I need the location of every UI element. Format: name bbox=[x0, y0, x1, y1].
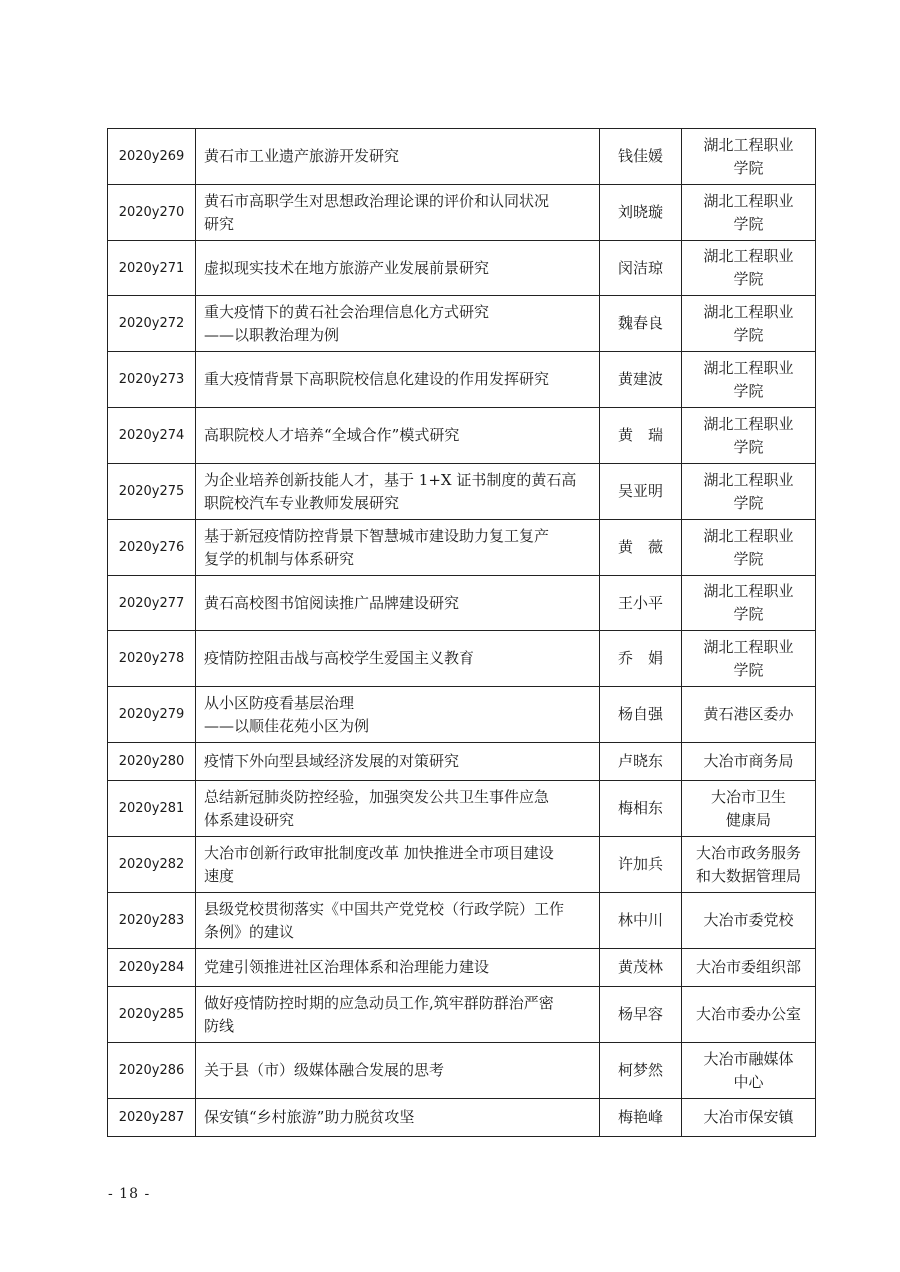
project-title-line: 黄石高校图书馆阅读推广品牌建设研究 bbox=[204, 593, 460, 612]
unit-line: 学院 bbox=[733, 325, 764, 344]
unit-cell bbox=[682, 987, 816, 1043]
table-row bbox=[108, 464, 816, 520]
table-row bbox=[108, 631, 816, 687]
table-row bbox=[108, 520, 816, 576]
unit-cell bbox=[682, 837, 816, 893]
project-title-line: 体系建设研究 bbox=[204, 810, 295, 829]
project-title-line: 研究 bbox=[204, 214, 235, 233]
project-title-cell bbox=[196, 631, 600, 687]
author-cell: 林中川 bbox=[600, 893, 682, 949]
unit-line: 湖北工程职业 bbox=[703, 526, 794, 545]
project-title-line: 条例》的建议 bbox=[204, 922, 295, 941]
project-title-line: 关于县（市）级媒体融合发展的思考 bbox=[204, 1061, 445, 1079]
unit-line: 学院 bbox=[733, 270, 764, 288]
project-code-cell: 2020y273 bbox=[108, 352, 196, 408]
project-title-cell bbox=[196, 464, 600, 520]
table-body bbox=[108, 129, 816, 1137]
author-cell: 王小平 bbox=[600, 576, 682, 631]
author-cell: 乔 娟 bbox=[600, 631, 682, 687]
author-cell: 许加兵 bbox=[600, 837, 682, 893]
unit-line: 健康局 bbox=[725, 810, 771, 829]
author-cell: 吴亚明 bbox=[600, 464, 682, 520]
table-row bbox=[108, 781, 816, 837]
unit-line: 学院 bbox=[733, 493, 764, 512]
unit-cell bbox=[682, 687, 816, 743]
table-row bbox=[108, 743, 816, 781]
project-title-cell bbox=[196, 408, 600, 464]
unit-cell bbox=[682, 576, 816, 631]
project-title-line: 为企业培养创新技能人才，基于 1+X 证书制度的黄石高 bbox=[204, 470, 577, 489]
project-code-cell: 2020y283 bbox=[108, 893, 196, 949]
project-title-line: ——以职教治理为例 bbox=[204, 325, 340, 344]
unit-line: 学院 bbox=[733, 158, 764, 177]
project-title-cell bbox=[196, 781, 600, 837]
table-row bbox=[108, 987, 816, 1043]
project-title-line: 黄石市工业遗产旅游开发研究 bbox=[204, 147, 400, 165]
author-cell: 黄 瑞 bbox=[600, 408, 682, 464]
project-title-cell bbox=[196, 1043, 600, 1099]
unit-line: 大冶市商务局 bbox=[703, 752, 794, 770]
unit-line: 湖北工程职业 bbox=[703, 637, 794, 656]
author-cell: 卢晓东 bbox=[600, 743, 682, 781]
table-row bbox=[108, 408, 816, 464]
project-title-cell bbox=[196, 687, 600, 743]
project-code-cell: 2020y287 bbox=[108, 1099, 196, 1137]
author-cell: 钱佳媛 bbox=[600, 129, 682, 185]
project-title-line: ——以顺佳花苑小区为例 bbox=[204, 716, 370, 735]
project-title-line: 重大疫情下的黄石社会治理信息化方式研究 bbox=[204, 302, 490, 321]
project-title-line: 重大疫情背景下高职院校信息化建设的作用发挥研究 bbox=[204, 370, 550, 388]
author-cell: 梅相东 bbox=[600, 781, 682, 837]
unit-cell bbox=[682, 352, 816, 408]
project-title-line: 做好疫情防控时期的应急动员工作,筑牢群防群治严密 bbox=[204, 993, 554, 1012]
project-code-cell: 2020y286 bbox=[108, 1043, 196, 1099]
author-cell: 闵洁琼 bbox=[600, 241, 682, 296]
table-row bbox=[108, 185, 816, 241]
project-code-cell: 2020y276 bbox=[108, 520, 196, 576]
project-title-line: 虚拟现实技术在地方旅游产业发展前景研究 bbox=[204, 258, 490, 277]
author-cell: 黄 薇 bbox=[600, 520, 682, 576]
unit-line: 学院 bbox=[733, 437, 764, 456]
unit-cell bbox=[682, 949, 816, 987]
project-title-cell bbox=[196, 520, 600, 576]
unit-line: 学院 bbox=[733, 214, 764, 233]
unit-line: 学院 bbox=[733, 660, 764, 679]
table-row bbox=[108, 687, 816, 743]
author-cell: 杨早容 bbox=[600, 987, 682, 1043]
table-row bbox=[108, 837, 816, 893]
unit-line: 湖北工程职业 bbox=[703, 135, 794, 154]
project-code-cell: 2020y270 bbox=[108, 185, 196, 241]
project-title-cell bbox=[196, 241, 600, 296]
unit-line: 学院 bbox=[733, 381, 764, 400]
unit-line: 湖北工程职业 bbox=[703, 247, 794, 265]
project-title-line: 职院校汽车专业教师发展研究 bbox=[204, 493, 400, 512]
table-row bbox=[108, 296, 816, 352]
unit-line: 大冶市政务服务 bbox=[695, 843, 801, 862]
unit-line: 湖北工程职业 bbox=[703, 358, 794, 377]
project-title-line: 疫情下外向型县域经济发展的对策研究 bbox=[204, 752, 460, 770]
unit-line: 湖北工程职业 bbox=[703, 191, 794, 210]
project-title-line: 高职院校人才培养“全域合作”模式研究 bbox=[204, 426, 460, 444]
project-title-cell bbox=[196, 987, 600, 1043]
unit-cell bbox=[682, 464, 816, 520]
unit-line: 大冶市委党校 bbox=[703, 911, 794, 929]
unit-cell bbox=[682, 296, 816, 352]
unit-cell bbox=[682, 743, 816, 781]
project-title-line: 速度 bbox=[204, 866, 235, 885]
project-title-cell bbox=[196, 296, 600, 352]
project-title-line: 党建引领推进社区治理体系和治理能力建设 bbox=[204, 958, 490, 976]
unit-line: 中心 bbox=[733, 1072, 764, 1091]
author-cell: 黄茂林 bbox=[600, 949, 682, 987]
project-title-line: 大冶市创新行政审批制度改革 加快推进全市项目建设 bbox=[204, 843, 554, 862]
unit-cell bbox=[682, 1099, 816, 1137]
unit-line: 大冶市委办公室 bbox=[695, 1005, 801, 1023]
project-title-cell bbox=[196, 743, 600, 781]
author-cell: 黄建波 bbox=[600, 352, 682, 408]
project-code-cell: 2020y280 bbox=[108, 743, 196, 781]
unit-line: 湖北工程职业 bbox=[703, 302, 794, 321]
project-title-line: 基于新冠疫情防控背景下智慧城市建设助力复工复产 bbox=[204, 526, 550, 545]
unit-cell bbox=[682, 129, 816, 185]
unit-line: 大冶市委组织部 bbox=[695, 958, 801, 976]
unit-cell bbox=[682, 781, 816, 837]
project-code-cell: 2020y279 bbox=[108, 687, 196, 743]
author-cell: 梅艳峰 bbox=[600, 1099, 682, 1137]
table-row bbox=[108, 1043, 816, 1099]
unit-cell bbox=[682, 241, 816, 296]
table-row bbox=[108, 1099, 816, 1137]
table-row bbox=[108, 893, 816, 949]
project-code-cell: 2020y285 bbox=[108, 987, 196, 1043]
project-code-cell: 2020y282 bbox=[108, 837, 196, 893]
unit-line: 黄石港区委办 bbox=[703, 705, 794, 723]
project-code-cell: 2020y278 bbox=[108, 631, 196, 687]
unit-line: 学院 bbox=[733, 549, 764, 568]
unit-cell bbox=[682, 520, 816, 576]
unit-line: 湖北工程职业 bbox=[703, 414, 794, 433]
project-title-line: 黄石市高职学生对思想政治理论课的评价和认同状况 bbox=[204, 191, 550, 210]
author-cell: 杨自强 bbox=[600, 687, 682, 743]
unit-cell bbox=[682, 893, 816, 949]
project-title-cell bbox=[196, 576, 600, 631]
table-row bbox=[108, 576, 816, 631]
project-title-line: 总结新冠肺炎防控经验，加强突发公共卫生事件应急 bbox=[204, 787, 550, 806]
project-code-cell: 2020y281 bbox=[108, 781, 196, 837]
project-title-cell bbox=[196, 129, 600, 185]
author-cell: 柯梦然 bbox=[600, 1043, 682, 1099]
table-row bbox=[108, 949, 816, 987]
unit-line: 湖北工程职业 bbox=[703, 582, 794, 600]
project-code-cell: 2020y284 bbox=[108, 949, 196, 987]
project-code-cell: 2020y269 bbox=[108, 129, 196, 185]
unit-line: 湖北工程职业 bbox=[703, 470, 794, 489]
page-number: - 18 - bbox=[108, 1186, 151, 1202]
unit-line: 学院 bbox=[733, 605, 764, 623]
author-cell: 魏春良 bbox=[600, 296, 682, 352]
project-title-line: 复学的机制与体系研究 bbox=[204, 549, 355, 568]
table-row bbox=[108, 352, 816, 408]
project-title-line: 防线 bbox=[204, 1016, 235, 1035]
project-title-line: 从小区防疫看基层治理 bbox=[204, 693, 355, 712]
project-code-cell: 2020y272 bbox=[108, 296, 196, 352]
project-title-cell bbox=[196, 352, 600, 408]
project-title-cell bbox=[196, 185, 600, 241]
author-cell: 刘晓璇 bbox=[600, 185, 682, 241]
project-title-cell bbox=[196, 949, 600, 987]
project-code-cell: 2020y275 bbox=[108, 464, 196, 520]
project-title-cell bbox=[196, 1099, 600, 1137]
project-code-cell: 2020y274 bbox=[108, 408, 196, 464]
project-title-cell bbox=[196, 893, 600, 949]
unit-cell bbox=[682, 408, 816, 464]
unit-cell bbox=[682, 1043, 816, 1099]
project-table bbox=[107, 128, 816, 1137]
project-code-cell: 2020y271 bbox=[108, 241, 196, 296]
unit-line: 大冶市卫生 bbox=[710, 787, 786, 806]
project-title-line: 疫情防控阻击战与高校学生爱国主义教育 bbox=[204, 649, 475, 667]
unit-cell bbox=[682, 631, 816, 687]
project-code-cell: 2020y277 bbox=[108, 576, 196, 631]
project-title-line: 保安镇“乡村旅游”助力脱贫攻坚 bbox=[204, 1108, 415, 1126]
unit-cell bbox=[682, 185, 816, 241]
table-row bbox=[108, 129, 816, 185]
unit-line: 和大数据管理局 bbox=[695, 866, 801, 885]
table-row bbox=[108, 241, 816, 296]
unit-line: 大冶市保安镇 bbox=[703, 1108, 794, 1126]
project-title-cell bbox=[196, 837, 600, 893]
project-title-line: 县级党校贯彻落实《中国共产党党校（行政学院）工作 bbox=[204, 899, 565, 918]
unit-line: 大冶市融媒体 bbox=[703, 1049, 794, 1068]
